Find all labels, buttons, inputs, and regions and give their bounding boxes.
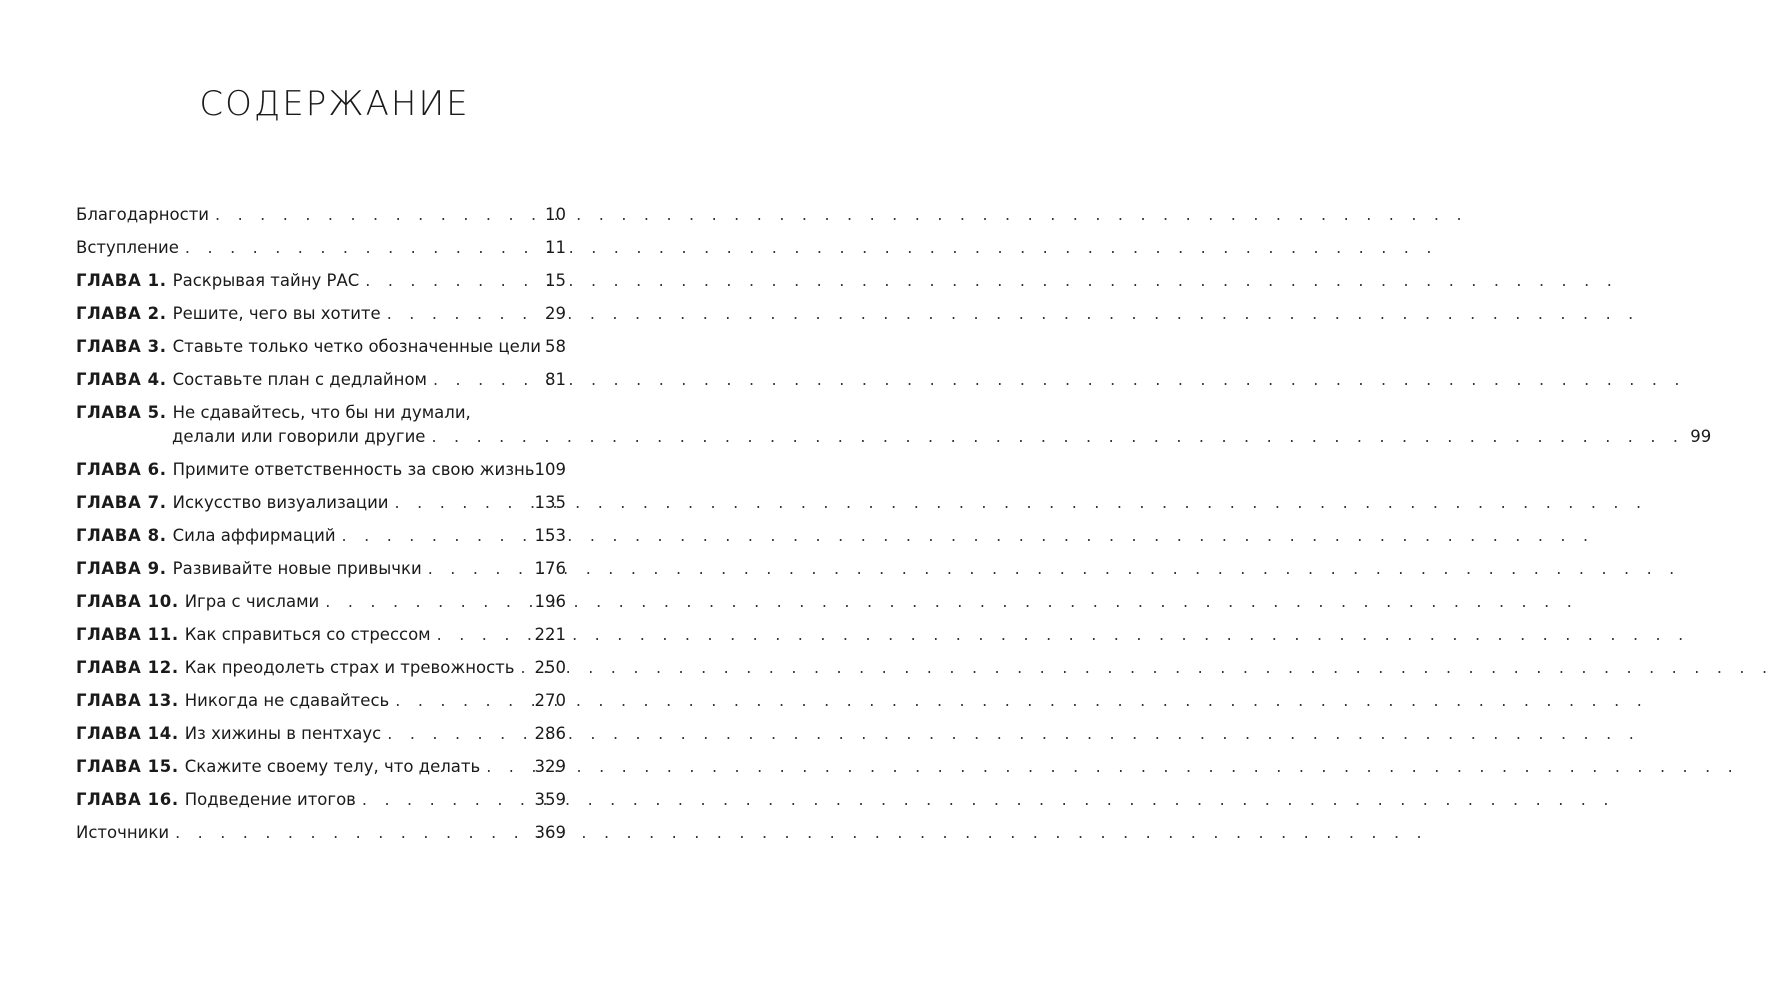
chapter-label: ГЛАВА 11. bbox=[76, 625, 179, 644]
chapter-label: ГЛАВА 9. bbox=[76, 559, 167, 578]
dot-leader bbox=[437, 623, 1690, 647]
chapter-label: ГЛАВА 2. bbox=[76, 304, 167, 323]
toc-entry-page: 99 bbox=[1690, 427, 1712, 446]
toc-entry bbox=[76, 524, 566, 548]
dot-leader bbox=[185, 236, 1438, 260]
toc-entry-title-line1: Не сдавайтесь, что бы ни думали, bbox=[172, 403, 471, 422]
chapter-label: ГЛАВА 12. bbox=[76, 658, 179, 677]
chapter-label: ГЛАВА 3. bbox=[76, 337, 167, 356]
dot-leader bbox=[387, 722, 1640, 746]
chapter-label: ГЛАВА 5. bbox=[76, 403, 167, 422]
chapter-label: ГЛАВА 7. bbox=[76, 493, 167, 512]
toc-entry-page: 135 bbox=[534, 493, 566, 512]
toc-entry bbox=[76, 458, 566, 482]
table-of-contents bbox=[76, 203, 1712, 854]
dot-leader bbox=[215, 203, 1468, 227]
toc-entry-page: 29 bbox=[545, 304, 566, 323]
toc-entry bbox=[76, 302, 566, 326]
toc-entry bbox=[76, 335, 566, 359]
toc-entry-page: 176 bbox=[534, 559, 566, 578]
toc-entry-title: Из хижины в пентхаус bbox=[184, 724, 382, 743]
toc-entry-page: 196 bbox=[534, 592, 566, 611]
toc-entry-title: Игра с числами bbox=[184, 592, 320, 611]
dot-leader bbox=[431, 425, 1684, 449]
toc-entry bbox=[76, 689, 566, 713]
toc-entry-title: Вступление bbox=[76, 238, 179, 257]
toc-entry-page: 11 bbox=[545, 238, 566, 257]
dot-leader bbox=[395, 491, 1648, 515]
toc-entry bbox=[76, 788, 566, 812]
toc-entry bbox=[76, 821, 566, 845]
toc-entry-title: Благодарности bbox=[76, 205, 210, 224]
chapter-label: ГЛАВА 8. bbox=[76, 526, 167, 545]
toc-entry-page: 221 bbox=[534, 625, 566, 644]
toc-entry-page: 270 bbox=[534, 691, 566, 710]
toc-entry-title: Как справиться со стрессом bbox=[184, 625, 431, 644]
toc-entry-page: 15 bbox=[545, 271, 566, 290]
dot-leader bbox=[342, 524, 1595, 548]
toc-entry-page: 359 bbox=[534, 790, 566, 809]
toc-entry-title: Источники bbox=[76, 823, 170, 842]
toc-entry-title: Ставьте только четко обозначенные цели bbox=[172, 337, 542, 356]
toc-entry bbox=[76, 203, 566, 227]
dot-leader bbox=[387, 302, 1640, 326]
toc-entry-page: 369 bbox=[534, 823, 566, 842]
toc-entry bbox=[76, 236, 566, 260]
toc-entry-title: Скажите своему телу, что делать bbox=[184, 757, 481, 776]
chapter-label: ГЛАВА 1. bbox=[76, 271, 167, 290]
dot-leader bbox=[395, 689, 1648, 713]
toc-entry-page: 153 bbox=[534, 526, 566, 545]
toc-entry-page: 109 bbox=[534, 460, 566, 479]
toc-entry bbox=[76, 491, 566, 515]
chapter-label: ГЛАВА 14. bbox=[76, 724, 179, 743]
toc-entry-title: Развивайте новые привычки bbox=[172, 559, 422, 578]
chapter-label: ГЛАВА 16. bbox=[76, 790, 179, 809]
toc-entry-page: 329 bbox=[534, 757, 566, 776]
page-title: СОДЕРЖАНИЕ bbox=[199, 84, 470, 124]
toc-entry-title: Подведение итогов bbox=[184, 790, 356, 809]
toc-entry-title: Как преодолеть страх и тревожность bbox=[184, 658, 515, 677]
toc-entry bbox=[76, 722, 566, 746]
toc-entry bbox=[76, 269, 566, 293]
toc-entry-page: 10 bbox=[545, 205, 566, 224]
toc-entry bbox=[76, 557, 566, 581]
toc-entry-title: Решите, чего вы хотите bbox=[172, 304, 381, 323]
chapter-label: ГЛАВА 13. bbox=[76, 691, 179, 710]
toc-entry bbox=[76, 755, 566, 779]
toc-entry bbox=[76, 401, 1712, 449]
chapter-label: ГЛАВА 15. bbox=[76, 757, 179, 776]
toc-entry-page: 58 bbox=[545, 337, 566, 356]
toc-entry-page: 286 bbox=[534, 724, 566, 743]
toc-entry bbox=[76, 623, 566, 647]
toc-entry-page: 81 bbox=[545, 370, 566, 389]
toc-entry-title: Искусство визуализации bbox=[172, 493, 389, 512]
toc-entry bbox=[76, 590, 566, 614]
dot-leader bbox=[433, 368, 1686, 392]
toc-entry-title: Составьте план с дедлайном bbox=[172, 370, 427, 389]
toc-entry-title-line2: делали или говорили другие bbox=[172, 427, 426, 446]
chapter-label: ГЛАВА 4. bbox=[76, 370, 167, 389]
toc-entry bbox=[76, 368, 566, 392]
dot-leader bbox=[428, 557, 1681, 581]
toc-entry-title: Сила аффирмаций bbox=[172, 526, 336, 545]
dot-leader bbox=[521, 656, 1773, 680]
toc-entry-title: Никогда не сдавайтесь bbox=[184, 691, 390, 710]
dot-leader bbox=[175, 821, 1428, 845]
toc-entry-title: Раскрывая тайну РАС bbox=[172, 271, 360, 290]
dot-leader bbox=[486, 755, 1739, 779]
chapter-label: ГЛАВА 10. bbox=[76, 592, 179, 611]
toc-entry-page: 250 bbox=[534, 658, 566, 677]
chapter-label: ГЛАВА 6. bbox=[76, 460, 167, 479]
dot-leader bbox=[325, 590, 1578, 614]
toc-entry-title: Примите ответственность за свою жизнь bbox=[172, 460, 535, 479]
toc-entry bbox=[76, 656, 566, 680]
